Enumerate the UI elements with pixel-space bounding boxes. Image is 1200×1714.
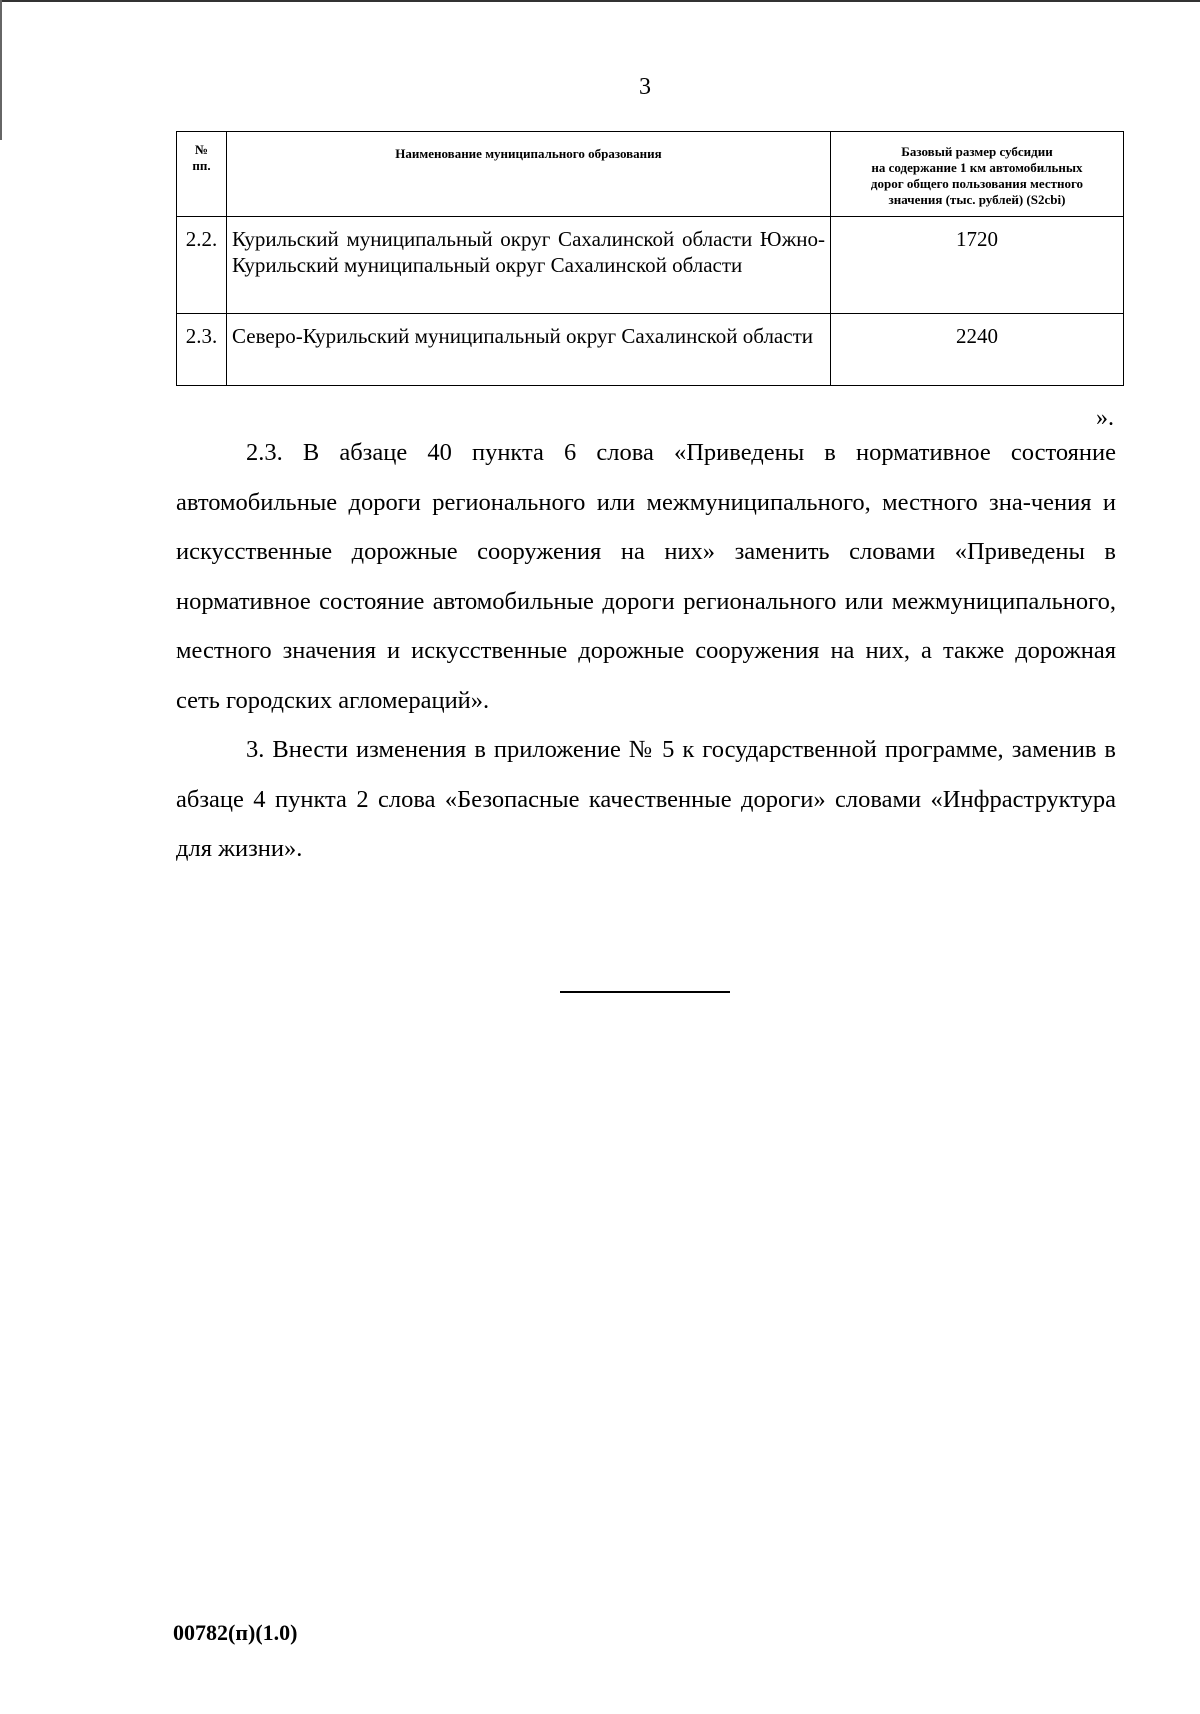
header-number-line-1: №	[194, 142, 209, 157]
document-body	[176, 428, 1116, 874]
table-row	[177, 217, 1124, 314]
table-row	[177, 314, 1124, 386]
header-subsidy	[831, 132, 1124, 217]
document-code: 00782(п)(1.0)	[173, 1620, 298, 1645]
header-municipality: Наименование муниципального образования	[227, 132, 831, 217]
header-number-line-2: пп.	[192, 158, 211, 173]
row-number: 2.2.	[177, 217, 227, 314]
paragraph-3: 3. Внести изменения в приложение № 5 к государственной программе, заменив в абзаце 4 пункта 2 слова «Безопасные качественные дороги» словами «Инфраструктура для жизни».	[176, 736, 1116, 862]
table-closing-quote: ».	[1096, 405, 1114, 431]
paragraph-2-3: 2.3. В абзаце 40 пункта 6 слова «Приведены в нормативное состояние автомобильные дороги регионального или межмуниципального, местного зна-чения и искусственные дорожные сооружения на них» заменить словами «Приведены в нормативное состояние автомобильные дороги регионального или межмуниципального, местного значения и искусственные дорожные сооружения на них, а также дорожная сеть городских агломераций».	[176, 439, 1116, 714]
header-subsidy-line-2: на содержание 1 км автомобильных	[871, 160, 1083, 175]
page-number: 3	[639, 74, 651, 100]
subsidy-table	[176, 131, 1124, 386]
left-scan-edge	[0, 0, 2, 140]
table-header-row	[177, 132, 1124, 217]
header-subsidy-line-3: дорог общего пользования местного	[870, 176, 1084, 191]
municipality-name: Курильский муниципальный округ Сахалинской области Южно-Курильский муниципальный округ Сахалинской области	[227, 217, 831, 314]
subsidy-value: 1720	[831, 217, 1124, 314]
header-number	[177, 132, 227, 217]
subsidy-value: 2240	[831, 314, 1124, 386]
end-of-text-rule	[560, 991, 730, 993]
header-subsidy-line-1: Базовый размер субсидии	[901, 144, 1053, 159]
row-number: 2.3.	[177, 314, 227, 386]
header-subsidy-line-4: значения (тыс. рублей) (S2cbi)	[888, 192, 1066, 207]
top-border-line	[0, 0, 1200, 2]
municipality-name: Северо-Курильский муниципальный округ Сахалинской области	[227, 314, 831, 386]
